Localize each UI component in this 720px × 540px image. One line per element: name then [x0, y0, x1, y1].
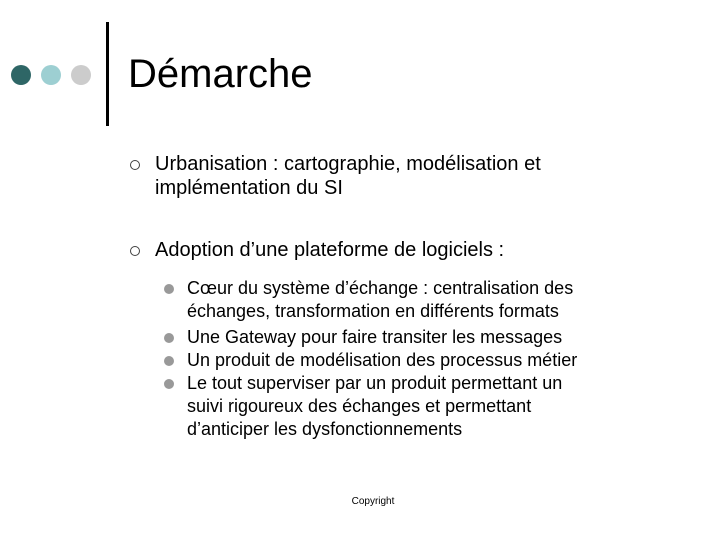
decorative-dot-light-icon	[41, 65, 61, 85]
bullet-line: Cœur du système d’échange : centralisation des	[187, 278, 574, 298]
slide-title: Démarche	[128, 52, 313, 96]
decorative-dot-gray-icon	[71, 65, 91, 85]
bullet-level2-icon	[164, 333, 174, 343]
bullet-line: d’anticiper les dysfonctionnements	[187, 419, 463, 439]
bullet-line: Le tout superviser par un produit permettant un	[187, 373, 563, 393]
bullet-level2-icon	[164, 379, 174, 389]
bullet-level1-text	[155, 152, 675, 200]
bullet-level2-text	[187, 277, 677, 323]
bullet-line: Un produit de modélisation des processus métier	[187, 350, 578, 370]
bullet-level1-text	[155, 238, 675, 262]
decorative-dot-dark-icon	[11, 65, 31, 85]
bullet-level1-icon	[130, 160, 140, 170]
footer-copyright: Copyright	[351, 496, 395, 507]
bullet-level2-text	[187, 326, 677, 349]
bullet-level2-icon	[164, 356, 174, 366]
bullet-line: Adoption d’une plateforme de logiciels :	[155, 239, 505, 261]
bullet-line: suivi rigoureux des échanges et permettant	[187, 396, 532, 416]
bullet-line: Urbanisation : cartographie, modélisation et	[155, 153, 541, 175]
bullet-line: implémentation du SI	[155, 177, 343, 199]
bullet-level2-icon	[164, 284, 174, 294]
bullet-level2-text	[187, 372, 677, 441]
bullet-level2-text	[187, 349, 677, 372]
bullet-level1-icon	[130, 246, 140, 256]
bullet-line: Une Gateway pour faire transiter les messages	[187, 327, 563, 347]
bullet-line: échanges, transformation en différents formats	[187, 301, 559, 321]
title-divider	[106, 22, 109, 126]
